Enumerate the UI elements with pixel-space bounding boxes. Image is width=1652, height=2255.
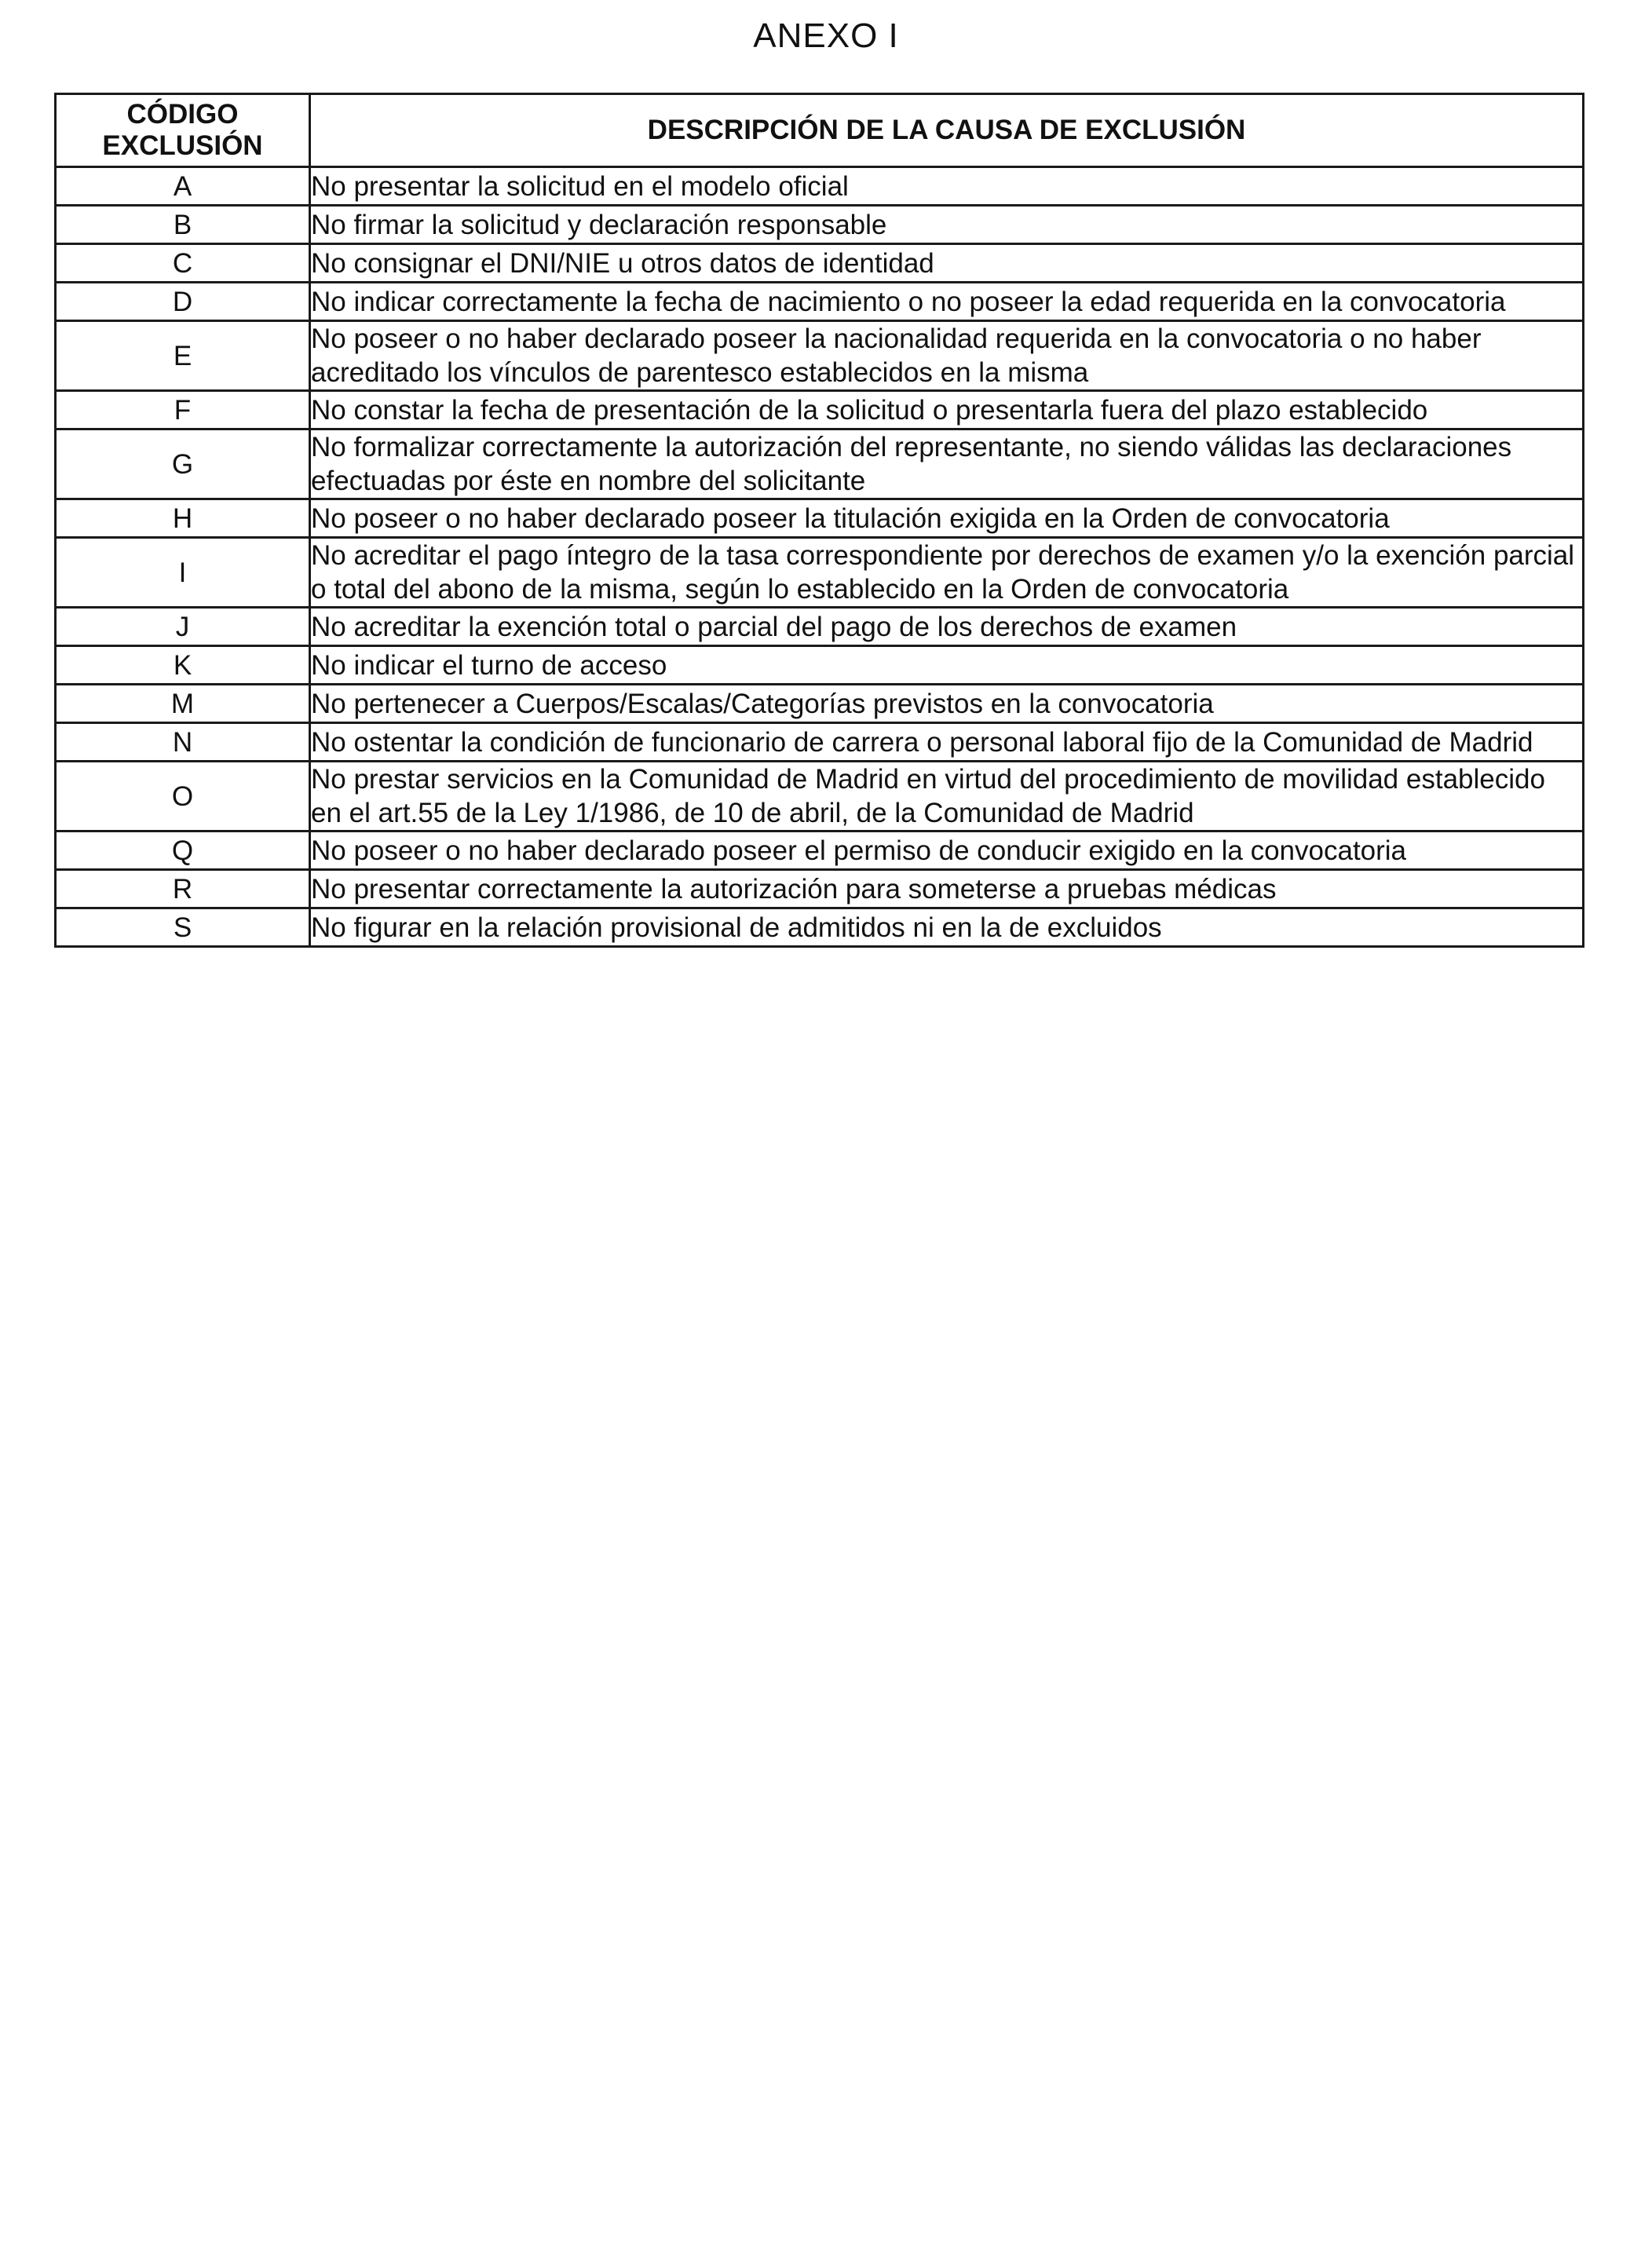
table-row: [56, 499, 1584, 538]
page-title: ANEXO I: [753, 16, 899, 55]
column-header-code-line2: EXCLUSIÓN: [102, 130, 263, 161]
exclusion-code: I: [56, 538, 310, 608]
table-row: [56, 908, 1584, 947]
exclusion-description: No firmar la solicitud y declaración responsable: [310, 206, 1584, 244]
exclusion-description: No poseer o no haber declarado poseer la titulación exigida en la Orden de convocatoria: [310, 499, 1584, 538]
exclusion-description: No formalizar correctamente la autorización del representante, no siendo válidas las declaraciones efectuadas por éste en nombre del solicitante: [310, 429, 1584, 499]
table-row: [56, 538, 1584, 608]
exclusion-table: [54, 93, 1584, 948]
exclusion-description: No acreditar la exención total o parcial del pago de los derechos de examen: [310, 608, 1584, 646]
exclusion-description: No poseer o no haber declarado poseer el permiso de conducir exigido en la convocatoria: [310, 831, 1584, 870]
exclusion-description: No figurar en la relación provisional de admitidos ni en la de excluidos: [310, 908, 1584, 947]
exclusion-code: J: [56, 608, 310, 646]
exclusion-description: No acreditar el pago íntegro de la tasa correspondiente por derechos de examen y/o la exención parcial o total del abono de la misma, según lo establecido en la Orden de convocatoria: [310, 538, 1584, 608]
exclusion-code: G: [56, 429, 310, 499]
table-row: [56, 206, 1584, 244]
exclusion-code: Q: [56, 831, 310, 870]
column-header-code: [56, 94, 310, 167]
exclusion-description: No indicar el turno de acceso: [310, 646, 1584, 685]
exclusion-description: No consignar el DNI/NIE u otros datos de identidad: [310, 244, 1584, 283]
table-row: [56, 321, 1584, 391]
table-row: [56, 723, 1584, 762]
exclusion-code: N: [56, 723, 310, 762]
exclusion-description: No presentar correctamente la autorización para someterse a pruebas médicas: [310, 870, 1584, 908]
exclusion-code: R: [56, 870, 310, 908]
table-row: [56, 167, 1584, 206]
table-row: [56, 870, 1584, 908]
exclusion-code: B: [56, 206, 310, 244]
exclusion-code: E: [56, 321, 310, 391]
exclusion-code: C: [56, 244, 310, 283]
table-row: [56, 831, 1584, 870]
exclusion-code: D: [56, 283, 310, 321]
table-row: [56, 429, 1584, 499]
table-header-row: [56, 94, 1584, 167]
exclusion-code: K: [56, 646, 310, 685]
exclusion-code: M: [56, 685, 310, 723]
table-row: [56, 391, 1584, 429]
exclusion-code: H: [56, 499, 310, 538]
table-row: [56, 244, 1584, 283]
table-body: [56, 167, 1584, 947]
exclusion-code: S: [56, 908, 310, 947]
table-row: [56, 646, 1584, 685]
table-row: [56, 283, 1584, 321]
exclusion-code: A: [56, 167, 310, 206]
column-header-description: DESCRIPCIÓN DE LA CAUSA DE EXCLUSIÓN: [310, 94, 1584, 167]
exclusion-description: No presentar la solicitud en el modelo oficial: [310, 167, 1584, 206]
exclusion-code: F: [56, 391, 310, 429]
exclusion-description: No pertenecer a Cuerpos/Escalas/Categorías previstos en la convocatoria: [310, 685, 1584, 723]
table-row: [56, 762, 1584, 831]
exclusion-description: No indicar correctamente la fecha de nacimiento o no poseer la edad requerida en la convocatoria: [310, 283, 1584, 321]
table-row: [56, 608, 1584, 646]
exclusion-description: No ostentar la condición de funcionario de carrera o personal laboral fijo de la Comunidad de Madrid: [310, 723, 1584, 762]
column-header-code-line1: CÓDIGO: [126, 99, 239, 130]
exclusion-description: No constar la fecha de presentación de la solicitud o presentarla fuera del plazo establecido: [310, 391, 1584, 429]
table-row: [56, 685, 1584, 723]
exclusion-description: No poseer o no haber declarado poseer la nacionalidad requerida en la convocatoria o no haber acreditado los vínculos de parentesco establecidos en la misma: [310, 321, 1584, 391]
exclusion-code: O: [56, 762, 310, 831]
exclusion-description: No prestar servicios en la Comunidad de Madrid en virtud del procedimiento de movilidad establecido en el art.55 de la Ley 1/1986, de 10 de abril, de la Comunidad de Madrid: [310, 762, 1584, 831]
